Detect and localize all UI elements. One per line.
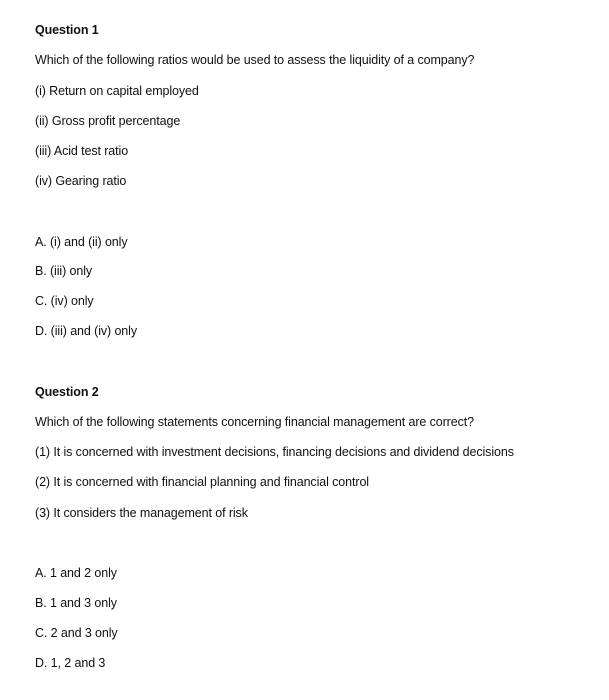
question-2-title: Question 2: [35, 385, 99, 399]
question-2-statement-3: (3) It considers the management of risk: [35, 506, 248, 520]
question-2-option-d: D. 1, 2 and 3: [35, 656, 106, 670]
question-2-prompt: Which of the following statements concerning financial management are correct?: [35, 415, 474, 429]
question-1-statement-4: (iv) Gearing ratio: [35, 174, 127, 188]
question-2-option-b: B. 1 and 3 only: [35, 596, 117, 610]
question-2-option-c: C. 2 and 3 only: [35, 626, 118, 640]
question-1-statement-3: (iii) Acid test ratio: [35, 144, 129, 158]
question-1-option-b: B. (iii) only: [35, 264, 93, 278]
question-2-option-a: A. 1 and 2 only: [35, 566, 117, 580]
question-1-option-a: A. (i) and (ii) only: [35, 235, 128, 249]
question-1-option-d: D. (iii) and (iv) only: [35, 324, 137, 338]
question-1-statement-2: (ii) Gross profit percentage: [35, 114, 181, 128]
question-1-title: Question 1: [35, 23, 99, 37]
question-2-statement-2: (2) It is concerned with financial planning and financial control: [35, 475, 369, 489]
question-1-statement-1: (i) Return on capital employed: [35, 84, 199, 98]
question-1-option-c: C. (iv) only: [35, 294, 94, 308]
question-2-statement-1: (1) It is concerned with investment decisions, financing decisions and dividend decisions: [35, 445, 514, 459]
question-1-prompt: Which of the following ratios would be used to assess the liquidity of a company?: [35, 53, 475, 67]
